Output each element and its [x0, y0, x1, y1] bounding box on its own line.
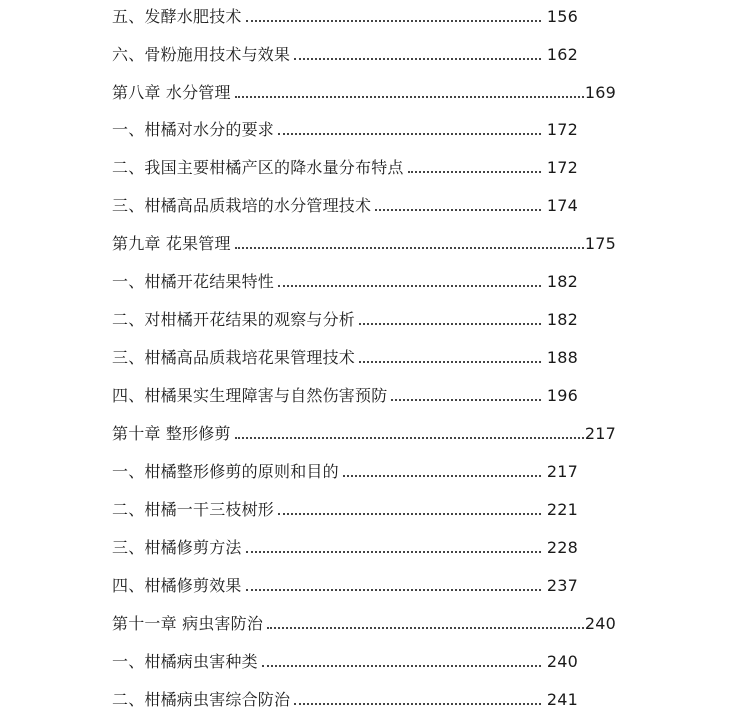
dot-leader	[278, 513, 541, 515]
toc-entry-title: 二、对柑橘开花结果的观察与分析	[112, 310, 356, 329]
toc-entry	[112, 308, 578, 332]
toc-entry-title: 四、柑橘果实生理障害与自然伤害预防	[112, 386, 388, 405]
toc-entry-title: 三、柑橘高品质栽培花果管理技术	[112, 348, 356, 367]
toc-entry-title: 四、柑橘修剪效果	[112, 576, 242, 595]
toc-chapter-entry	[112, 232, 616, 256]
toc-entry-title: 第九章 花果管理	[112, 234, 231, 253]
toc-entry-page: 241	[546, 690, 578, 709]
toc-entry-title: 三、柑橘修剪方法	[112, 538, 242, 557]
dot-leader	[246, 589, 541, 591]
toc-chapter-entry	[112, 81, 616, 105]
toc-entry	[112, 5, 578, 29]
toc-entry-title: 一、柑橘开花结果特性	[112, 272, 275, 291]
toc-entry-page: 162	[546, 45, 578, 64]
toc-entry	[112, 118, 578, 142]
toc-entry-page: 188	[546, 348, 578, 367]
toc-entry-page: 172	[546, 120, 578, 139]
toc-entry-page: 240	[584, 614, 616, 633]
dot-leader	[278, 133, 541, 135]
toc-entry-page: 240	[546, 652, 578, 671]
toc-entry-page: 196	[546, 386, 578, 405]
toc-entry-title: 一、柑橘整形修剪的原则和目的	[112, 462, 339, 481]
toc-entry-title: 第八章 水分管理	[112, 83, 231, 102]
toc-entry-title: 二、柑橘一干三枝树形	[112, 500, 275, 519]
toc-entry-page: 156	[546, 7, 578, 26]
toc-entry	[112, 574, 578, 598]
toc-entry	[112, 194, 578, 218]
toc-entry-title: 一、柑橘对水分的要求	[112, 120, 275, 139]
dot-leader	[294, 58, 541, 60]
toc-entry	[112, 498, 578, 522]
dot-leader	[246, 20, 541, 22]
toc-entry	[112, 156, 578, 180]
toc-entry-title: 第十章 整形修剪	[112, 424, 231, 443]
toc-chapter-entry	[112, 422, 616, 446]
toc-entry	[112, 270, 578, 294]
toc-entry-title: 二、柑橘病虫害综合防治	[112, 690, 291, 709]
toc-entry-title: 六、骨粉施用技术与效果	[112, 45, 291, 64]
toc-entry-page: 221	[546, 500, 578, 519]
dot-leader	[359, 361, 541, 363]
toc-entry	[112, 346, 578, 370]
toc-entry-title: 第十一章 病虫害防治	[112, 614, 264, 633]
dot-leader	[375, 209, 541, 211]
toc-entry	[112, 536, 578, 560]
toc-entry	[112, 43, 578, 67]
toc-entry-page: 182	[546, 272, 578, 291]
toc-entry-page: 228	[546, 538, 578, 557]
toc-entry-title: 五、发酵水肥技术	[112, 7, 242, 26]
toc-entry	[112, 384, 578, 408]
toc-entry-page: 217	[584, 424, 616, 443]
dot-leader	[262, 665, 541, 667]
toc-entry-page: 174	[546, 196, 578, 215]
toc-entry	[112, 650, 578, 674]
toc-entry	[112, 460, 578, 484]
dot-leader	[391, 399, 540, 401]
dot-leader	[267, 627, 584, 629]
dot-leader	[294, 703, 541, 705]
toc-entry	[112, 688, 578, 712]
dot-leader	[235, 96, 584, 98]
toc-entry-page: 182	[546, 310, 578, 329]
toc-chapter-entry	[112, 612, 616, 636]
dot-leader	[408, 171, 541, 173]
dot-leader	[343, 475, 541, 477]
dot-leader	[246, 551, 541, 553]
dot-leader	[359, 323, 541, 325]
toc-entry-page: 217	[546, 462, 578, 481]
toc-entry-title: 三、柑橘高品质栽培的水分管理技术	[112, 196, 372, 215]
toc-entry-page: 175	[584, 234, 616, 253]
toc-entry-title: 二、我国主要柑橘产区的降水量分布特点	[112, 158, 404, 177]
toc-entry-page: 169	[584, 83, 616, 102]
dot-leader	[235, 437, 584, 439]
toc-entry-page: 237	[546, 576, 578, 595]
toc-entry-title: 一、柑橘病虫害种类	[112, 652, 258, 671]
toc-entry-page: 172	[546, 158, 578, 177]
dot-leader	[278, 285, 541, 287]
dot-leader	[235, 247, 584, 249]
